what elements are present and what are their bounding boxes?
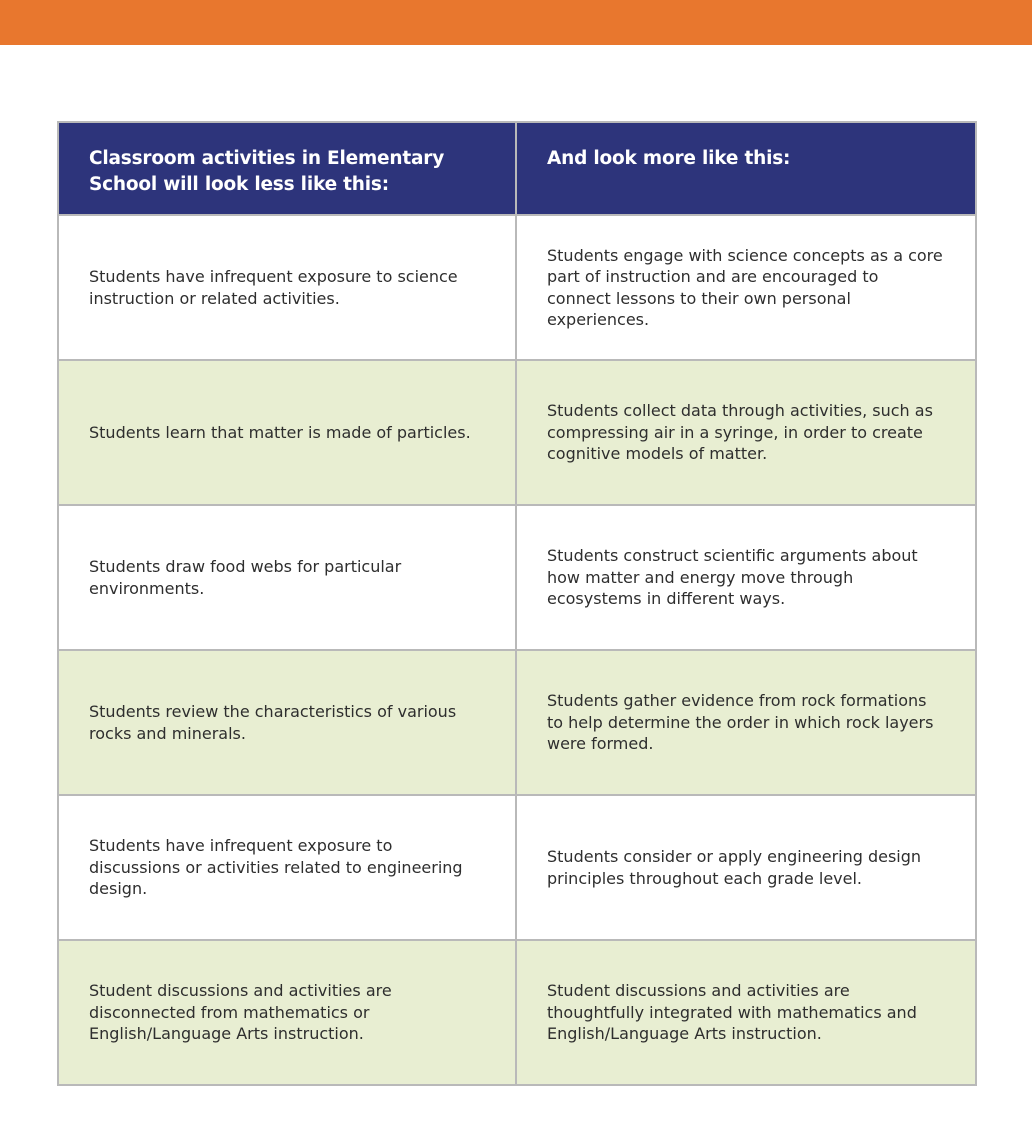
cell-less-text: Students have infrequent exposure to discussions or activities related to engineering design. bbox=[89, 836, 463, 899]
cell-more bbox=[516, 215, 976, 360]
header-less-label: Classroom activities in Elementary School will look less like this: bbox=[89, 148, 445, 195]
cell-less-text: Students draw food webs for particular environments. bbox=[89, 557, 402, 598]
cell-more-text: Students construct scientific arguments about how matter and energy move through ecosystems in different ways. bbox=[547, 546, 918, 609]
cell-less bbox=[58, 505, 516, 650]
cell-more bbox=[516, 940, 976, 1085]
top-accent-bar bbox=[0, 0, 1032, 45]
cell-more bbox=[516, 360, 976, 505]
cell-more-text: Students gather evidence from rock formations to help determine the order in which rock layers were formed. bbox=[547, 691, 934, 754]
cell-less bbox=[58, 795, 516, 940]
header-more-like-this bbox=[516, 122, 976, 215]
cell-less bbox=[58, 650, 516, 795]
cell-more-text: Students engage with science concepts as a core part of instruction and are encouraged to connect lessons to their own personal experiences. bbox=[547, 245, 943, 329]
header-more-label: And look more like this: bbox=[547, 148, 791, 169]
cell-less-text: Students learn that matter is made of particles. bbox=[89, 422, 471, 442]
cell-less bbox=[58, 940, 516, 1085]
cell-less-text: Students have infrequent exposure to science instruction or related activities. bbox=[89, 267, 458, 308]
cell-less bbox=[58, 215, 516, 360]
table-header-row bbox=[58, 122, 976, 215]
table-row bbox=[58, 360, 976, 505]
table-row bbox=[58, 940, 976, 1085]
header-less-like-this bbox=[58, 122, 516, 215]
table-row bbox=[58, 795, 976, 940]
cell-more bbox=[516, 650, 976, 795]
cell-more bbox=[516, 795, 976, 940]
table-row bbox=[58, 650, 976, 795]
table-row bbox=[58, 505, 976, 650]
cell-less bbox=[58, 360, 516, 505]
cell-less-text: Students review the characteristics of various rocks and minerals. bbox=[89, 702, 457, 743]
cell-more-text: Students collect data through activities, such as compressing air in a syringe, in order to create cognitive models of matter. bbox=[547, 401, 933, 464]
table-row bbox=[58, 215, 976, 360]
cell-less-text: Student discussions and activities are disconnected from mathematics or English/Language Arts instruction. bbox=[89, 981, 392, 1044]
comparison-table bbox=[57, 121, 977, 1086]
cell-more bbox=[516, 505, 976, 650]
cell-more-text: Student discussions and activities are thoughtfully integrated with mathematics and English/Language Arts instruction. bbox=[547, 981, 917, 1044]
cell-more-text: Students consider or apply engineering design principles throughout each grade level. bbox=[547, 847, 922, 888]
